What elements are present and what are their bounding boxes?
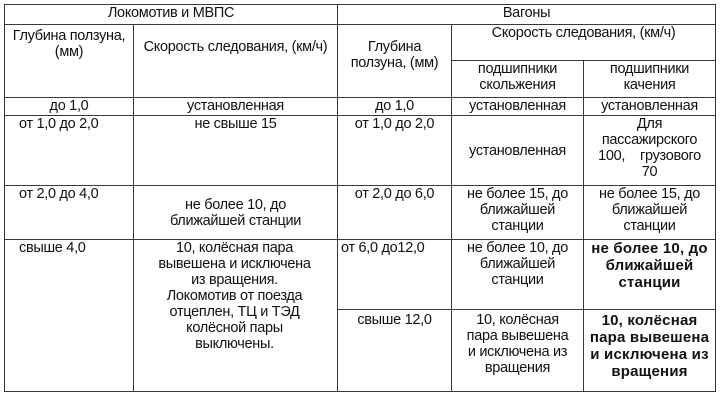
wagon-depth-cell: от 2,0 до 6,0 bbox=[338, 186, 452, 240]
slide-speed-cell: установленная bbox=[452, 116, 584, 186]
loco-speed-cell: не более 10, до ближайшей станции bbox=[134, 186, 338, 240]
roll-speed-cell bbox=[584, 116, 716, 186]
table-row bbox=[5, 98, 716, 116]
header-depth-wagon: Глубина ползуна, (мм) bbox=[338, 25, 452, 98]
loco-depth-cell: от 1,0 до 2,0 bbox=[5, 116, 134, 186]
header-depth-loco: Глубина ползуна, (мм) bbox=[5, 25, 134, 98]
slide-speed-cell: не более 15, до ближайшей станции bbox=[452, 186, 584, 240]
loco-speed-cell: установленная bbox=[134, 98, 338, 116]
roll-speed-cell: не более 15, до ближайшей станции bbox=[584, 186, 716, 240]
header-roll-bearings: подшипники качения bbox=[584, 61, 716, 98]
wagon-depth-cell: от 1,0 до 2,0 bbox=[338, 116, 452, 186]
wheel-slide-speed-table bbox=[4, 4, 716, 392]
slide-speed-cell: не более 10, до ближайшей станции bbox=[452, 240, 584, 310]
header-wagon-group: Вагоны bbox=[338, 5, 716, 25]
loco-speed-line: Локомотив от поезда отцеплен, ТЦ и ТЭД колёсной пары выключены. bbox=[166, 288, 303, 352]
loco-speed-line: 10, колёсная пара вывешена и исключена из вращения. bbox=[158, 240, 311, 288]
header-row-groups bbox=[5, 5, 716, 25]
slide-speed-cell: 10, колёсная пара вывешена и исключена из вращения bbox=[452, 310, 584, 392]
header-slide-bearings: подшипники скольжения bbox=[452, 61, 584, 98]
roll-speed-cell: 10, колёсная пара вывешена и исключена из вращения bbox=[584, 310, 716, 392]
table-row bbox=[5, 116, 716, 186]
loco-depth-cell: до 1,0 bbox=[5, 98, 134, 116]
wagon-depth-cell: свыше 12,0 bbox=[338, 310, 452, 392]
roll-speed-cell: не более 10, до ближайшей станции bbox=[584, 240, 716, 310]
roll-speed-cell: установленная bbox=[584, 98, 716, 116]
wagon-depth-cell: до 1,0 bbox=[338, 98, 452, 116]
roll-line: Для bbox=[636, 116, 663, 132]
roll-line: пассажирского bbox=[601, 132, 698, 148]
roll-line: 70 bbox=[641, 164, 658, 180]
header-speed-wagon: Скорость следования, (км/ч) bbox=[452, 25, 716, 61]
loco-depth-cell: от 2,0 до 4,0 bbox=[5, 186, 134, 240]
header-speed-loco: Скорость следования, (км/ч) bbox=[134, 25, 338, 98]
loco-speed-cell: не свыше 15 bbox=[134, 116, 338, 186]
table-row bbox=[5, 186, 716, 240]
table-row bbox=[5, 240, 716, 310]
wagon-depth-cell: от 6,0 до12,0 bbox=[338, 240, 452, 310]
roll-line: 100, грузового bbox=[598, 148, 701, 164]
slide-speed-cell: установленная bbox=[452, 98, 584, 116]
header-loco-group: Локомотив и МВПС bbox=[5, 5, 338, 25]
loco-depth-cell: свыше 4,0 bbox=[5, 240, 134, 392]
header-row-columns bbox=[5, 25, 716, 61]
loco-speed-cell bbox=[134, 240, 338, 392]
